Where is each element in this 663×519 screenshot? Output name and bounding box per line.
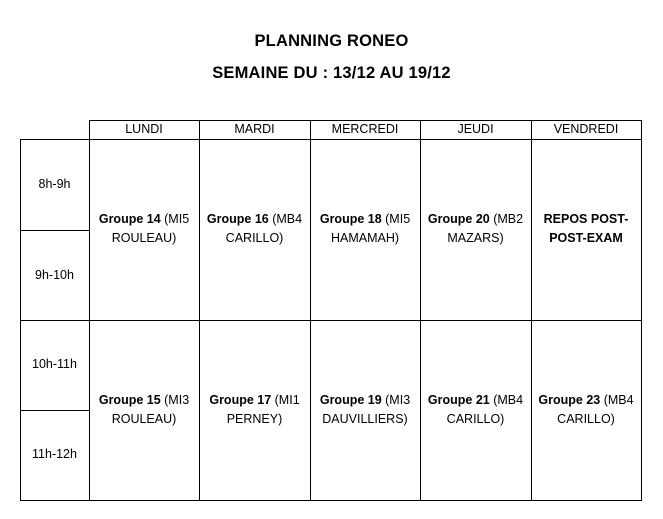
room-code: (MI3 (381, 393, 411, 407)
group-name: Groupe 17 (209, 393, 272, 407)
grid-line (20, 139, 642, 140)
time-slot-8h-9h: 8h-9h (38, 177, 71, 191)
grid-line (20, 500, 642, 501)
grid-line (641, 120, 642, 501)
teacher-name: PERNEY) (226, 412, 283, 426)
session-cell-mercredi-late (310, 391, 420, 429)
page-subtitle: SEMAINE DU : 13/12 AU 19/12 (212, 64, 451, 82)
grid-line (20, 410, 89, 411)
session-cell-mardi-late (199, 391, 310, 429)
group-name: Groupe 14 (98, 212, 161, 226)
day-header-mercredi: MERCREDI (331, 122, 399, 136)
grid-line (20, 320, 642, 321)
group-name: Groupe 23 (538, 393, 601, 407)
teacher-name: ROULEAU) (111, 412, 177, 426)
room-code: (MB4 (268, 212, 303, 226)
grid-line (89, 120, 90, 501)
grid-line (20, 230, 89, 231)
teacher-name: ROULEAU) (111, 231, 177, 245)
day-header-lundi: LUNDI (125, 122, 163, 136)
grid-line (310, 120, 311, 501)
day-header-mardi: MARDI (234, 122, 275, 136)
group-name: Groupe 18 (319, 212, 382, 226)
session-cell-lundi-morning (89, 210, 199, 248)
session-cell-jeudi-morning (420, 210, 531, 248)
grid-line (531, 120, 532, 501)
group-name: Groupe 15 (98, 393, 161, 407)
session-cell-vendredi-morning (531, 210, 641, 248)
rest-label-line2: POST-EXAM (549, 231, 623, 245)
teacher-name: CARILLO) (225, 231, 284, 245)
grid-line (420, 120, 421, 501)
session-cell-jeudi-late (420, 391, 531, 429)
grid-line (199, 120, 200, 501)
teacher-name: DAUVILLIERS) (322, 412, 408, 426)
group-name: Groupe 16 (206, 212, 269, 226)
session-cell-mardi-morning (199, 210, 310, 248)
room-code: (MI3 (160, 393, 190, 407)
time-slot-9h-10h: 9h-10h (35, 268, 74, 282)
time-slot-11h-12h: 11h-12h (32, 447, 77, 461)
rest-label-line1: REPOS POST- (543, 212, 629, 226)
session-cell-lundi-late (89, 391, 199, 429)
room-code: (MI5 (160, 212, 190, 226)
teacher-name: CARILLO) (446, 412, 505, 426)
room-code: (MB2 (489, 212, 524, 226)
room-code: (MB4 (600, 393, 634, 407)
group-name: Groupe 19 (319, 393, 382, 407)
page-title: PLANNING RONEO (254, 32, 409, 50)
room-code: (MI1 (271, 393, 300, 407)
group-name: Groupe 21 (427, 393, 490, 407)
teacher-name: CARILLO) (557, 412, 615, 426)
room-code: (MB4 (489, 393, 524, 407)
session-cell-mercredi-morning (310, 210, 420, 248)
session-cell-vendredi-late (531, 391, 641, 429)
time-slot-10h-11h: 10h-11h (32, 357, 77, 371)
day-header-jeudi: JEUDI (457, 122, 494, 136)
group-name: Groupe 20 (427, 212, 490, 226)
teacher-name: MAZARS) (447, 231, 504, 245)
teacher-name: HAMAMAH) (330, 231, 400, 245)
room-code: (MI5 (381, 212, 411, 226)
day-header-vendredi: VENDREDI (553, 122, 619, 136)
